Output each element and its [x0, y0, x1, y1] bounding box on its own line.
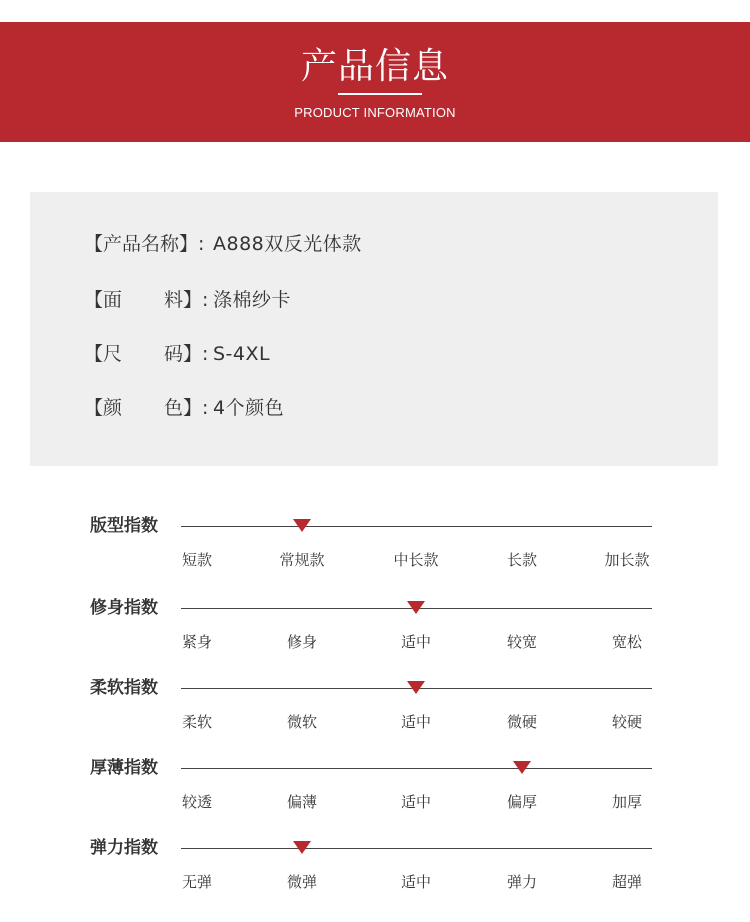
info-row-name	[84, 230, 362, 258]
scale-option: 加长款	[604, 551, 650, 569]
title-underline	[338, 93, 422, 95]
scale-marker-triangle-icon	[513, 761, 531, 774]
scale-title: 柔软指数	[90, 678, 158, 698]
scale-title: 版型指数	[90, 516, 158, 536]
info-label: 【尺 码】:	[84, 343, 209, 365]
scale-title: 弹力指数	[90, 838, 158, 858]
scale-option: 适中	[400, 873, 431, 891]
info-value: 涤棉纱卡	[213, 289, 292, 311]
scale-marker-triangle-icon	[407, 681, 425, 694]
scale-option: 超弹	[611, 873, 642, 891]
scale-option: 适中	[400, 633, 431, 651]
page-subtitle: PRODUCT INFORMATION	[294, 105, 456, 120]
product-info-panel	[30, 192, 718, 466]
scale-option: 长款	[506, 551, 537, 569]
scale-marker-triangle-icon	[293, 519, 311, 532]
scale-option: 较透	[181, 793, 212, 811]
scale-option: 偏厚	[506, 793, 537, 811]
scale-option: 无弹	[181, 873, 212, 891]
index-scale	[90, 596, 660, 656]
info-row-color	[84, 394, 284, 422]
scale-option: 微软	[286, 713, 317, 731]
info-value: 4个颜色	[213, 397, 285, 419]
scale-line	[181, 848, 652, 849]
scale-option: 适中	[400, 713, 431, 731]
scale-option: 修身	[286, 633, 317, 651]
scale-option: 柔软	[181, 713, 212, 731]
index-scale	[90, 676, 660, 736]
scale-option: 紧身	[181, 633, 212, 651]
scale-option: 微弹	[286, 873, 317, 891]
info-row-material	[84, 286, 291, 314]
info-row-size	[84, 340, 270, 368]
scale-line	[181, 526, 652, 527]
scale-option: 常规款	[279, 551, 325, 569]
info-value: A888双反光体款	[213, 233, 362, 255]
header-banner	[0, 22, 750, 142]
info-value: S-4XL	[213, 343, 271, 365]
info-label: 【产品名称】:	[84, 233, 205, 255]
scale-option: 宽松	[611, 633, 642, 651]
scale-option: 微硬	[506, 713, 537, 731]
scale-title: 修身指数	[90, 598, 158, 618]
scale-option: 中长款	[393, 551, 439, 569]
scale-marker-triangle-icon	[407, 601, 425, 614]
info-label: 【颜 色】:	[84, 397, 209, 419]
index-scale	[90, 836, 660, 896]
scale-line	[181, 768, 652, 769]
scale-marker-triangle-icon	[293, 841, 311, 854]
scale-option: 较硬	[611, 713, 642, 731]
scale-option: 偏薄	[286, 793, 317, 811]
scale-option: 较宽	[506, 633, 537, 651]
scale-option: 适中	[400, 793, 431, 811]
scale-option: 加厚	[611, 793, 642, 811]
index-scale	[90, 514, 660, 574]
info-label: 【面 料】:	[84, 289, 209, 311]
scale-option: 弹力	[506, 873, 537, 891]
scale-option: 短款	[181, 551, 212, 569]
index-scale	[90, 756, 660, 816]
page-title: 产品信息	[300, 46, 449, 87]
scale-title: 厚薄指数	[90, 758, 158, 778]
